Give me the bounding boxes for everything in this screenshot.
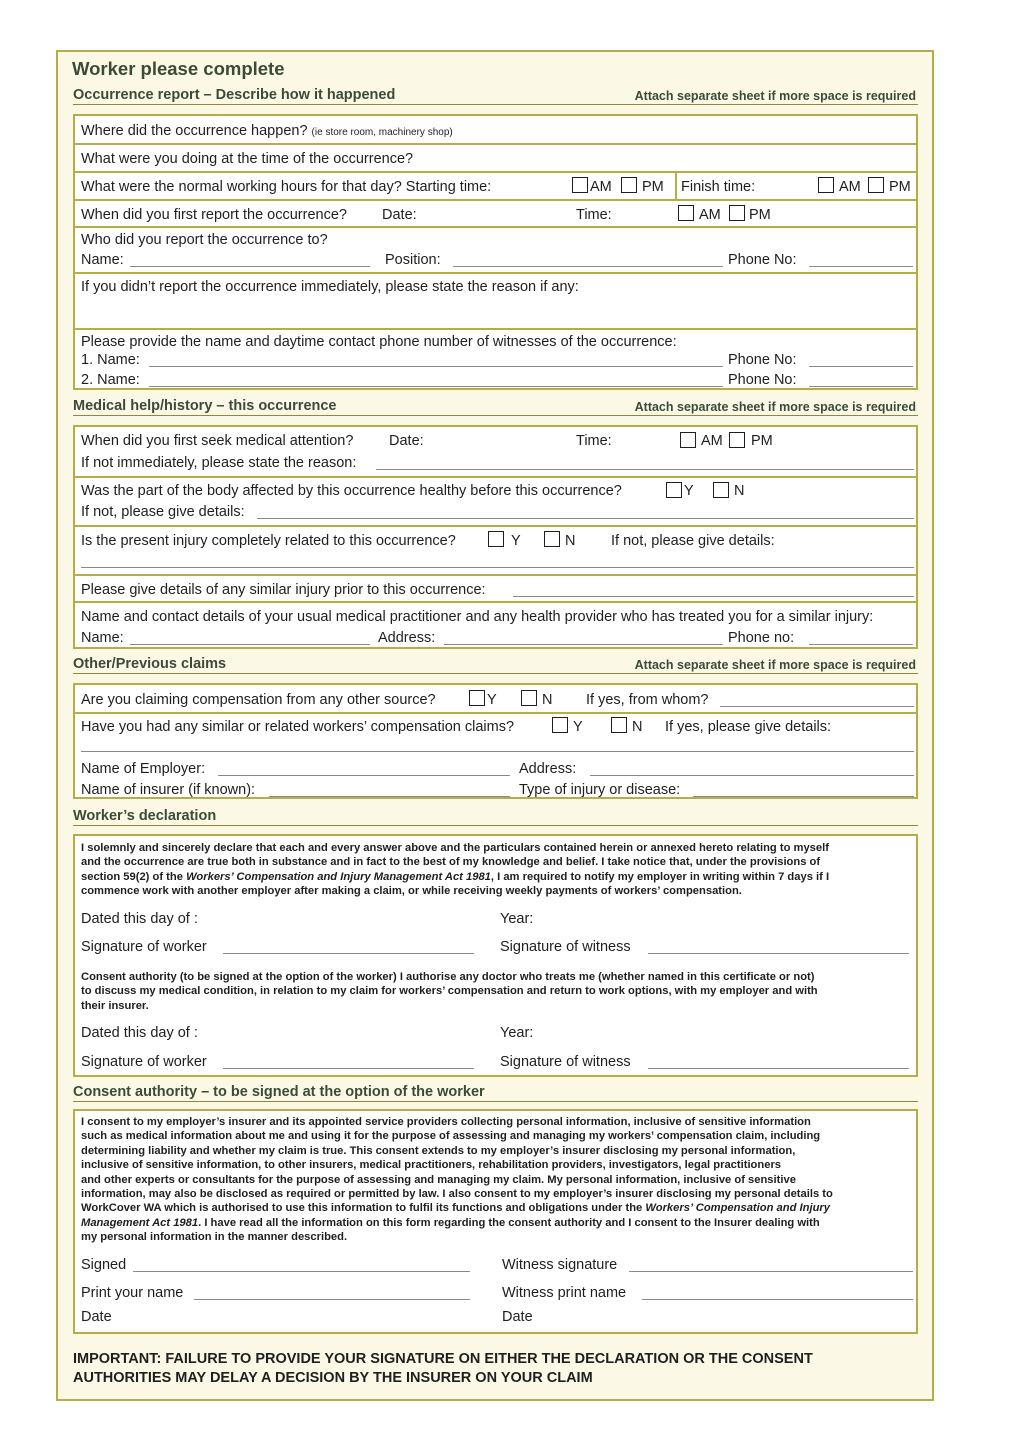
section-occurrence-header [73, 87, 918, 105]
seek-am-label: AM [701, 433, 723, 449]
hours-row [75, 171, 916, 199]
healthy-no-checkbox[interactable] [713, 482, 729, 498]
reported-phone-field[interactable] [809, 266, 913, 267]
healthy-row [75, 476, 916, 525]
report-pm-checkbox[interactable] [729, 205, 745, 221]
witness-row [75, 328, 916, 390]
injury-type-field[interactable] [693, 796, 914, 797]
reason-label: If you didn’t report the occurrence immediately, please state the reason if any: [81, 279, 579, 295]
consent-text: I consent to my employer’s insurer and its appointed service providers collecting personal information, inclusive of sensitive information such as medical information about me and using it for the purpose of assessing and managing my workers’ compensation claim, including determining liability and whether my claim is true. This consent extends to my employer’s insurer disclosing my personal information, inclusive of sensitive information, to other insurers, medical practitioners, rehabilitation providers, investigators, legal practitioners and other experts or consultants for the purpose of assessing and managing my claim. My personal information, inclusive of sensitive information, may also be disclosed as required or permitted by law. I also consent to my employer’s insurer disclosing my personal details to WorkCover WA which is authorised to use this information to fulfil its functions and obligations under the Workers’ Compensation and Injury Management Act 1981. I have read all the information on this form regarding the consent authority and I consent to the Insurer dealing with my personal information in the manner described. [81, 1116, 833, 1244]
witness-print-name-label: Witness print name [502, 1285, 627, 1301]
section-title: Worker’s declaration [73, 808, 217, 824]
claim-details-field[interactable] [81, 751, 914, 752]
occurrence-box [73, 114, 918, 390]
start-am-checkbox[interactable] [572, 177, 588, 193]
date-label: Date [81, 1309, 112, 1325]
seek-pm-label: PM [751, 433, 773, 449]
from-whom-field[interactable] [720, 706, 914, 707]
worker-signature-label-2: Signature of worker [81, 1054, 207, 1070]
witness-signature-label-2: Signature of witness [500, 1054, 631, 1070]
declaration-box [73, 834, 918, 1077]
similar-claims-no-checkbox[interactable] [611, 717, 627, 733]
employer-label: Name of Employer: [81, 761, 206, 777]
claim-details-label: If yes, please give details: [665, 719, 832, 735]
healthy-label: Was the part of the body affected by this occurrence healthy before this occurrence? [81, 483, 622, 499]
reported-phone-label: Phone No: [728, 252, 797, 268]
other-source-label: Are you claiming compensation from any other source? [81, 692, 436, 708]
dated-label-1: Dated this day of : [81, 911, 198, 927]
witness-signature-field[interactable] [629, 1271, 913, 1272]
healthy-yes-label: Y [684, 483, 694, 499]
section-note: Attach separate sheet if more space is required [634, 400, 916, 414]
similar-claims-label: Have you had any similar or related workers’ compensation claims? [81, 719, 515, 735]
where-label: Where did the occurrence happen? (ie store room, machinery shop) [81, 123, 453, 139]
injury-type-label: Type of injury or disease: [519, 782, 681, 798]
practitioner-row [75, 601, 916, 649]
section-title: Other/Previous claims [73, 656, 227, 672]
section-title: Consent authority – to be signed at the option of the worker [73, 1084, 485, 1100]
report-date-label: Date: [382, 207, 417, 223]
employer-address-label: Address: [519, 761, 577, 777]
seek-time-label: Time: [576, 433, 612, 449]
reported-to-label: Who did you report the occurrence to? [81, 232, 328, 248]
practitioner-phone-label: Phone no: [728, 630, 795, 646]
declaration-text: I solemnly and sincerely declare that each and every answer above and the particulars contained herein or annexed hereto relating to myself and the occurrence are true both in substance and in fact to the best of my knowledge and belief. I take notice that, under the provisions of section 59(2) of the Workers’ Compensation and Injury Management Act 1981, I am required to notify my employer in writing within 7 days if I commence work with another employer after making a claim, or while receiving weekly payments of workers’ compensation. [81, 842, 830, 898]
insurer-field[interactable] [269, 796, 510, 797]
witness2-name-field[interactable] [149, 386, 723, 387]
related-no-label: N [565, 533, 576, 549]
other-source-row [75, 685, 916, 712]
reported-position-label: Position: [385, 252, 441, 268]
other-source-yes-checkbox[interactable] [469, 690, 485, 706]
reported-to-row [75, 226, 916, 272]
employer-field[interactable] [218, 775, 510, 776]
seek-row [75, 427, 916, 476]
reason-row [75, 272, 916, 328]
section-consent-header [73, 1084, 918, 1102]
employer-address-field[interactable] [590, 775, 914, 776]
seek-pm-checkbox[interactable] [729, 432, 745, 448]
related-yes-checkbox[interactable] [488, 531, 504, 547]
practitioner-phone-field[interactable] [809, 644, 913, 645]
witness-signature-label-1: Signature of witness [500, 939, 631, 955]
witness-date-label: Date [502, 1309, 533, 1325]
finish-pm-label: PM [889, 179, 911, 195]
witness1-phone-label: Phone No: [728, 352, 797, 368]
similar-claims-yes-checkbox[interactable] [552, 717, 568, 733]
start-pm-checkbox[interactable] [621, 177, 637, 193]
similar-claims-no-label: N [632, 719, 643, 735]
start-pm-label: PM [642, 179, 664, 195]
healthy-yes-checkbox[interactable] [666, 482, 682, 498]
other-source-no-label: N [542, 692, 553, 708]
finish-am-label: AM [839, 179, 861, 195]
practitioner-address-label: Address: [378, 630, 436, 646]
witness-label: Please provide the name and daytime contact phone number of witnesses of the occurrence: [81, 334, 677, 350]
section-title: Medical help/history – this occurrence [73, 398, 337, 414]
report-time-label: Time: [576, 207, 612, 223]
report-am-checkbox[interactable] [678, 205, 694, 221]
other-source-yes-label: Y [487, 692, 497, 708]
page-title: Worker please complete [72, 58, 285, 79]
similar-label: Please give details of any similar injury prior to this occurrence: [81, 582, 486, 598]
related-no-checkbox[interactable] [544, 531, 560, 547]
related-label: Is the present injury completely related to this occurrence? [81, 533, 456, 549]
reported-name-label: Name: [81, 252, 124, 268]
section-title: Occurrence report – Describe how it happened [73, 87, 396, 103]
similar-field[interactable] [513, 596, 914, 597]
practitioner-name-label: Name: [81, 630, 124, 646]
similar-claims-yes-label: Y [573, 719, 583, 735]
seek-date-label: Date: [389, 433, 424, 449]
worker-signature-field-1[interactable] [223, 953, 474, 954]
other-source-no-checkbox[interactable] [521, 690, 537, 706]
healthy-no-label: N [734, 483, 745, 499]
seek-am-checkbox[interactable] [680, 432, 696, 448]
practitioner-label: Name and contact details of your usual medical practitioner and any health provider who has treated you for a similar injury: [81, 609, 874, 625]
worker-signature-label-1: Signature of worker [81, 939, 207, 955]
reported-name-field[interactable] [130, 266, 370, 267]
consent-box [73, 1109, 918, 1334]
witness-signature-field-2[interactable] [648, 1068, 909, 1069]
insurer-label: Name of insurer (if known): [81, 782, 256, 798]
section-claims-header [73, 656, 918, 674]
witness2-name-label: 2. Name: [81, 372, 140, 388]
medical-box [73, 425, 918, 649]
from-whom-label: If yes, from whom? [586, 692, 709, 708]
year-label-2: Year: [500, 1025, 534, 1041]
hours-label: What were the normal working hours for that day? Starting time: [81, 179, 492, 195]
similar-row [75, 574, 916, 601]
print-name-label: Print your name [81, 1285, 184, 1301]
witness-print-name-field[interactable] [642, 1299, 913, 1300]
related-row [75, 525, 916, 574]
not-immediately-field[interactable] [376, 469, 914, 470]
witness2-phone-label: Phone No: [728, 372, 797, 388]
related-details-field[interactable] [81, 567, 914, 568]
print-name-field[interactable] [194, 1299, 470, 1300]
doing-row [75, 143, 916, 171]
witness-signature-label: Witness signature [502, 1257, 618, 1273]
finish-pm-checkbox[interactable] [868, 177, 884, 193]
consent-authority-text: Consent authority (to be signed at the option of the worker) I authorise any doctor who treats me (whether named in this certificate or not) to discuss my medical condition, in relation to my claim for workers’ compensation and return to work options, with my employer and with their insurer. [81, 971, 818, 1012]
witness2-phone-field[interactable] [809, 386, 913, 387]
witness1-name-field[interactable] [149, 366, 723, 367]
first-report-label: When did you first report the occurrence? [81, 207, 347, 223]
related-details-label: If not, please give details: [611, 533, 775, 549]
similar-claims-row [75, 712, 916, 799]
where-row [75, 116, 916, 143]
claims-box [73, 683, 918, 799]
not-immediately-label: If not immediately, please state the reason: [81, 455, 357, 471]
first-report-row [75, 199, 916, 226]
section-declaration-header [73, 808, 918, 826]
witness1-phone-field[interactable] [809, 366, 913, 367]
signed-label: Signed [81, 1257, 127, 1273]
finish-am-checkbox[interactable] [818, 177, 834, 193]
healthy-details-field[interactable] [257, 518, 914, 519]
report-am-label: AM [699, 207, 721, 223]
doing-label: What were you doing at the time of the occurrence? [81, 151, 414, 167]
start-am-label: AM [590, 179, 612, 195]
reported-position-field[interactable] [453, 266, 723, 267]
seek-label: When did you first seek medical attention? [81, 433, 354, 449]
practitioner-address-field[interactable] [444, 644, 723, 645]
year-label-1: Year: [500, 911, 534, 927]
witness-signature-field-1[interactable] [648, 953, 909, 954]
finish-label: Finish time: [681, 179, 756, 195]
important-notice: IMPORTANT: FAILURE TO PROVIDE YOUR SIGNATURE ON EITHER THE DECLARATION OR THE CONSENT AUTHORITIES MAY DELAY A DECISION BY THE INSURER ON YOUR CLAIM [73, 1351, 813, 1386]
related-yes-label: Y [511, 533, 521, 549]
section-note: Attach separate sheet if more space is required [634, 658, 916, 672]
section-medical-header [73, 398, 918, 416]
dated-label-2: Dated this day of : [81, 1025, 198, 1041]
witness1-name-label: 1. Name: [81, 352, 140, 368]
healthy-details-label: If not, please give details: [81, 504, 245, 520]
report-pm-label: PM [749, 207, 771, 223]
section-note: Attach separate sheet if more space is required [634, 89, 916, 103]
practitioner-name-field[interactable] [130, 644, 370, 645]
signed-field[interactable] [133, 1271, 470, 1272]
worker-signature-field-2[interactable] [223, 1068, 474, 1069]
